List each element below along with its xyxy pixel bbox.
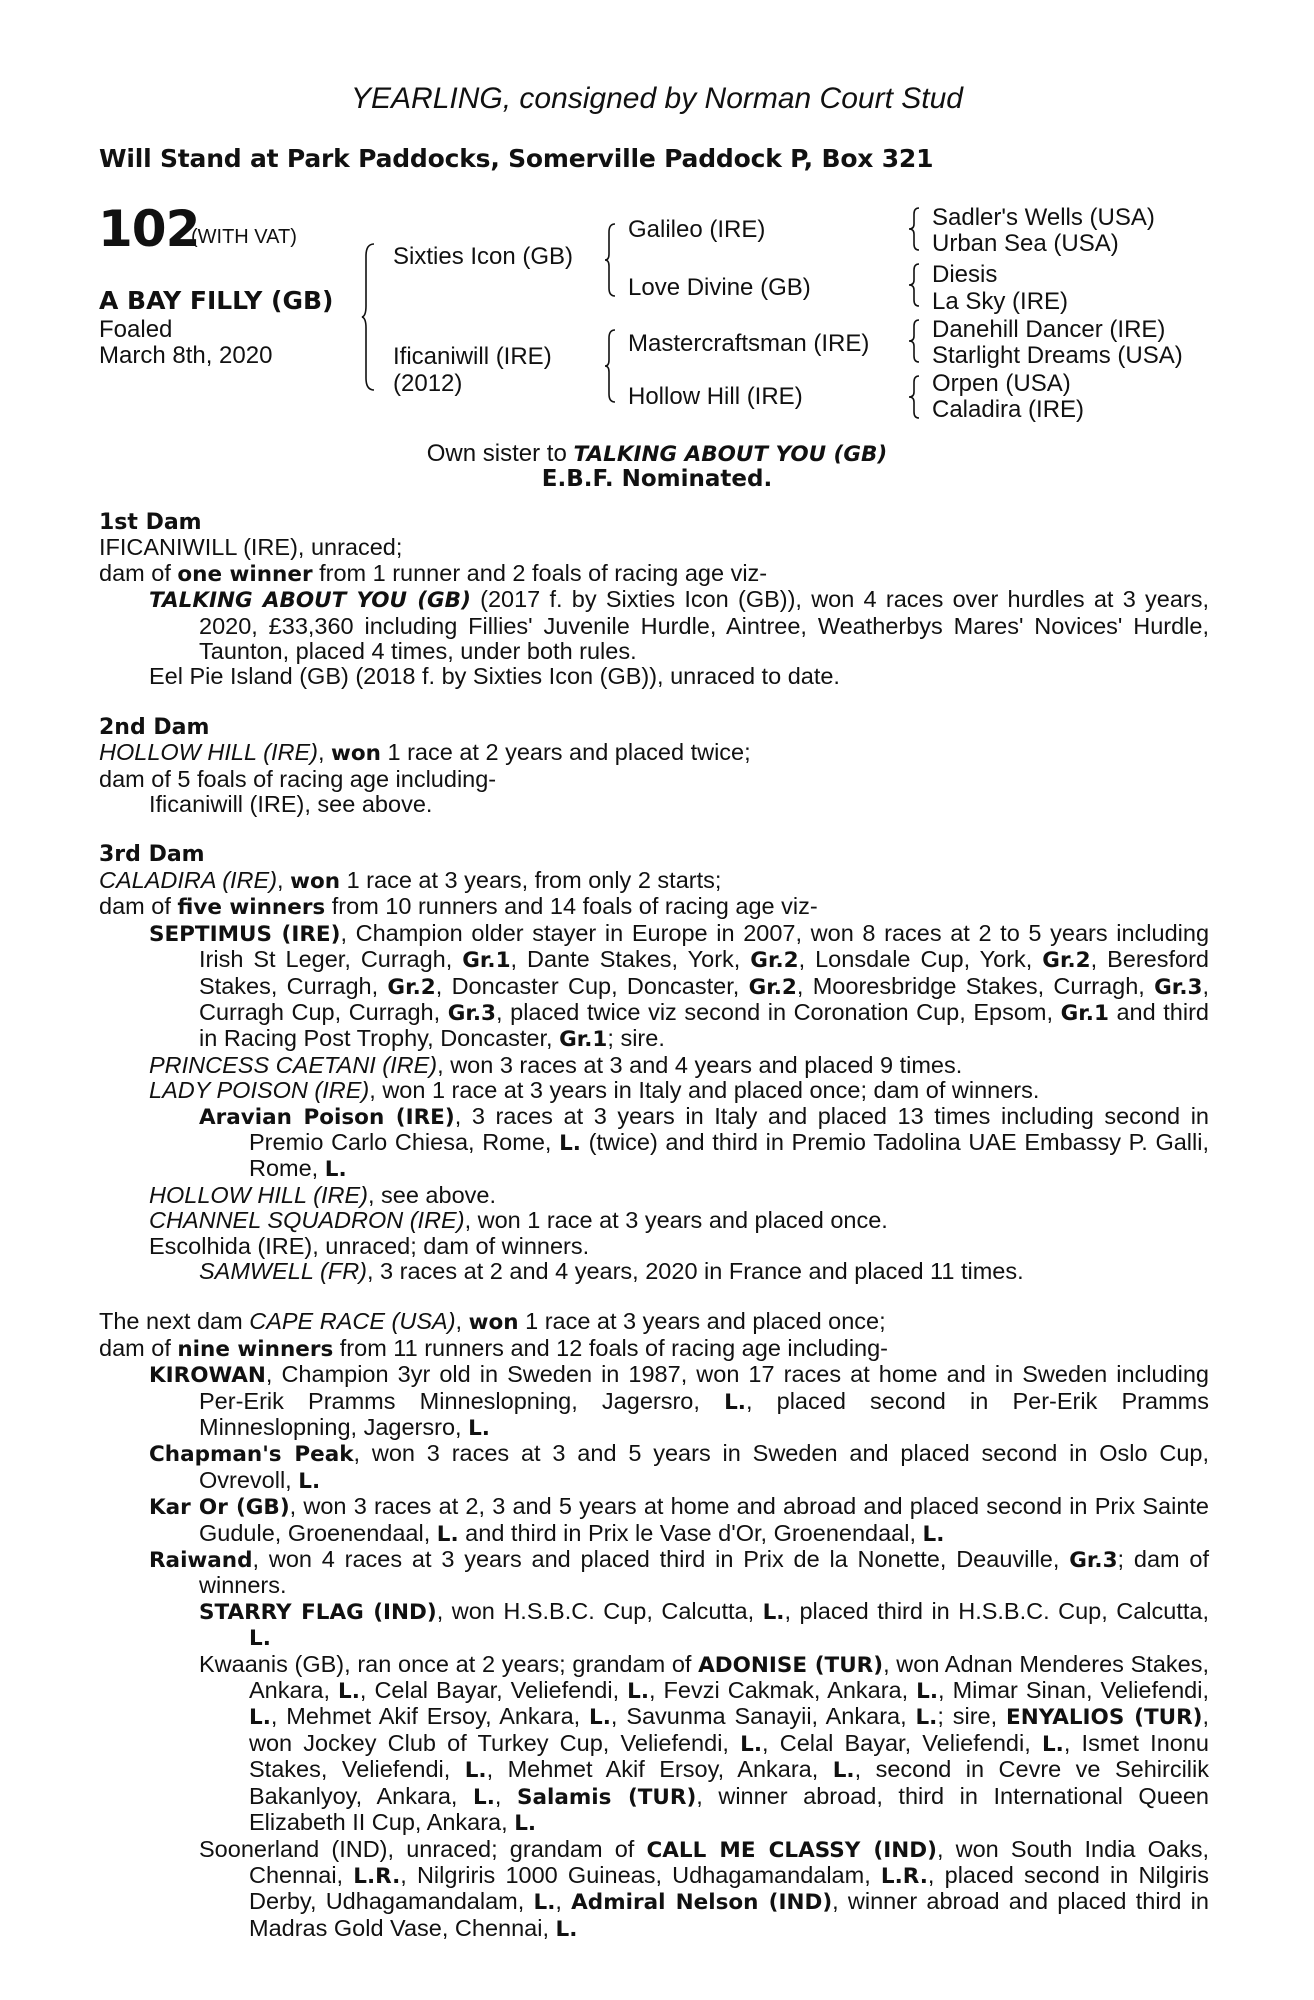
pedigree-g3-8: Caladira (IRE) (932, 396, 1085, 423)
pedigree-bracket-galileo (909, 206, 921, 252)
pedigree-bracket-mastercraftsman (909, 318, 921, 364)
pedigree-sire-dam: Love Divine (GB) (628, 274, 811, 301)
pedigree-bracket-hollow-hill (909, 374, 921, 420)
pedigree-dam-dam: Hollow Hill (IRE) (628, 383, 803, 410)
produce-chapmans-peak: Chapman's Peak, won 3 races at 3 and 5 years in Sweden and placed second in Oslo Cup, Ovrevoll, L. (149, 1440, 1210, 1494)
pedigree-g3-6: Starlight Dreams (USA) (932, 342, 1183, 369)
produce-channel-squadron: CHANNEL SQUADRON (IRE), won 1 race at 3 years and placed once. (149, 1207, 888, 1234)
produce-talking-about-you: TALKING ABOUT YOU (GB) (2017 f. by Sixties Icon (GB)), won 4 races over hurdles at 3 years, 2020, £33,360 including Fillies' Juvenile Hurdle, Aintree, Weatherbys Mares' Novices' Hurdle, Taunton, placed 4 times, under both rules. (149, 586, 1210, 665)
third-dam-summary: dam of five winners from 10 runners and 14 foals of racing age viz- (99, 893, 818, 921)
pedigree-g3-1: Sadler's Wells (USA) (932, 204, 1155, 231)
pedigree-g3-5: Danehill Dancer (IRE) (932, 316, 1166, 343)
catalogue-body (99, 510, 1209, 1942)
second-dam-line: HOLLOW HILL (IRE), won 1 race at 2 years and placed twice; (99, 739, 751, 767)
third-dam-heading: 3rd Dam (99, 842, 205, 868)
pedigree-g3-2: Urban Sea (USA) (932, 230, 1119, 257)
produce-lady-poison: LADY POISON (IRE), won 1 race at 3 years in Italy and placed once; dam of winners. (149, 1077, 1040, 1104)
produce-starry-flag: STARRY FLAG (IND), won H.S.B.C. Cup, Calcutta, L., placed third in H.S.B.C. Cup, Calcutta, L. (199, 1597, 1209, 1652)
produce-kar-or: Kar Or (GB), won 3 races at 2, 3 and 5 years at home and abroad and placed second in Prix Sainte Gudule, Groenendaal, L. and third in Prix le Vase d'Or, Groenendaal, L. (149, 1493, 1209, 1547)
produce-eel-pie-island: Eel Pie Island (GB) (2018 f. by Sixties Icon (GB)), unraced to date. (149, 663, 840, 690)
pedigree-g3-3: Diesis (932, 261, 998, 288)
lot-description: A BAY FILLY (GB) (99, 286, 334, 315)
first-dam-line: IFICANIWILL (IRE), unraced; (99, 534, 403, 561)
stand-location: Will Stand at Park Paddocks, Somerville Paddock P, Box 321 (99, 144, 934, 173)
pedigree-sire-sire: Galileo (IRE) (628, 216, 766, 243)
first-dam-produce-summary: dam of one winner from 1 runner and 2 foals of racing age viz- (99, 559, 768, 587)
produce-princess-caetani: PRINCESS CAETANI (IRE), won 3 races at 3 and 4 years and placed 9 times. (149, 1051, 963, 1078)
produce-kirowan: KIROWAN, Champion 3yr old in Sweden in 1987, won 17 races at home and in Sweden including Per-Erik Pramms Minneslopning, Jagersro, L., placed second in Per-Erik Pramms Minneslopning, Jagersro, L. (149, 1361, 1209, 1441)
second-dam-summary: dam of 5 foals of racing age including- (99, 765, 497, 792)
pedigree-dam: Ificaniwill (IRE) (393, 343, 552, 370)
foaled-date: March 8th, 2020 (99, 342, 273, 369)
pedigree-g3-7: Orpen (USA) (932, 370, 1071, 397)
second-dam-produce: Ificaniwill (IRE), see above. (149, 791, 433, 818)
own-sister-note: Own sister to TALKING ABOUT YOU (GB) (426, 440, 888, 467)
lot-number: 102 (98, 200, 200, 258)
produce-aravian-poison: Aravian Poison (IRE), 3 races at 3 years in Italy and placed 13 times including second in Premio Carlo Chiesa, Rome, L. (twice) and third in Premio Tadolina UAE Embassy P. Galli, Rome, L. (199, 1102, 1209, 1183)
pedigree-bracket-love-divine (909, 262, 921, 308)
first-dam-heading: 1st Dam (99, 510, 202, 535)
catalogue-title: YEARLING, consigned by Norman Court Stud (351, 82, 963, 115)
third-dam-line: CALADIRA (IRE), won 1 race at 3 years, from only 2 starts; (99, 866, 722, 894)
produce-raiwand: Raiwand, won 4 races at 3 years and placed third in Prix de la Nonette, Deauville, Gr.3; dam of winners. (149, 1546, 1209, 1599)
produce-escolhida: Escolhida (IRE), unraced; dam of winners. (149, 1232, 590, 1259)
pedigree-bracket-gen1 (362, 242, 376, 392)
produce-kwaanis: Kwaanis (GB), ran once at 2 years; grandam of ADONISE (TUR), won Adnan Menderes Stakes, Ankara, L., Celal Bayar, Veliefendi, L., Fevzi Cakmak, Ankara, L., Mimar Sinan, Veliefendi, L., Mehmet Akif Ersoy, Ankara, L., Savunma Sanayii, Ankara, L.; sire, ENYALIOS (TUR), won Jockey Club of Turkey Cup, Veliefendi, L., Celal Bayar, Veliefendi, L., Ismet Inonu Stakes, Veliefendi, L., Mehmet Akif Ersoy, Ankara, L., second in Cevre ve Sehircilik Bakanlyoy, Ankara, L., Salamis (TUR), winner abroad, third in International Queen Elizabeth II Cup, Ankara, L. (199, 1650, 1210, 1837)
vat-note: (WITH VAT) (191, 226, 297, 248)
pedigree-dam-sire: Mastercraftsman (IRE) (628, 330, 870, 357)
pedigree-bracket-dam (605, 328, 617, 404)
pedigree-g3-4: La Sky (IRE) (932, 288, 1069, 315)
pedigree-bracket-sire (605, 222, 617, 298)
produce-hollow-hill: HOLLOW HILL (IRE), see above. (149, 1181, 496, 1208)
produce-samwell: SAMWELL (FR), 3 races at 2 and 4 years, 2020 in France and placed 11 times. (199, 1257, 1024, 1284)
pedigree-dam-year: (2012) (393, 370, 463, 397)
produce-septimus: SEPTIMUS (IRE), Champion older stayer in Europe in 2007, won 8 races at 2 to 5 years including Irish St Leger, Curragh, Gr.1, Dante Stakes, York, Gr.2, Lonsdale Cup, York, Gr.2, Beresford Stakes, Curragh, Gr.2, Doncaster Cup, Doncaster, Gr.2, Mooresbridge Stakes, Curragh, Gr.3, Curragh Cup, Curragh, Gr.3, placed twice viz second in Coronation Cup, Epsom, Gr.1 and third in Racing Post Trophy, Doncaster, Gr.1; sire. (149, 919, 1210, 1053)
produce-soonerland: Soonerland (IND), unraced; grandam of CALL ME CLASSY (IND), won South India Oaks, Chennai, L.R., Nilgriris 1000 Guineas, Udhagamandalam, L.R., placed second in Nilgiris Derby, Udhagamandalam, L., Admiral Nelson (IND), winner abroad and placed third in Madras Gold Vase, Chennai, L. (199, 1835, 1209, 1942)
next-dam-summary: dam of nine winners from 11 runners and 12 foals of racing age including- (99, 1334, 889, 1362)
second-dam-heading: 2nd Dam (99, 714, 210, 740)
pedigree-sire: Sixties Icon (GB) (393, 243, 574, 270)
next-dam-line: The next dam CAPE RACE (USA), won 1 race at 3 years and placed once; (99, 1308, 886, 1336)
foaled-label: Foaled (99, 316, 173, 343)
ebf-nominated: E.B.F. Nominated. (541, 466, 773, 492)
